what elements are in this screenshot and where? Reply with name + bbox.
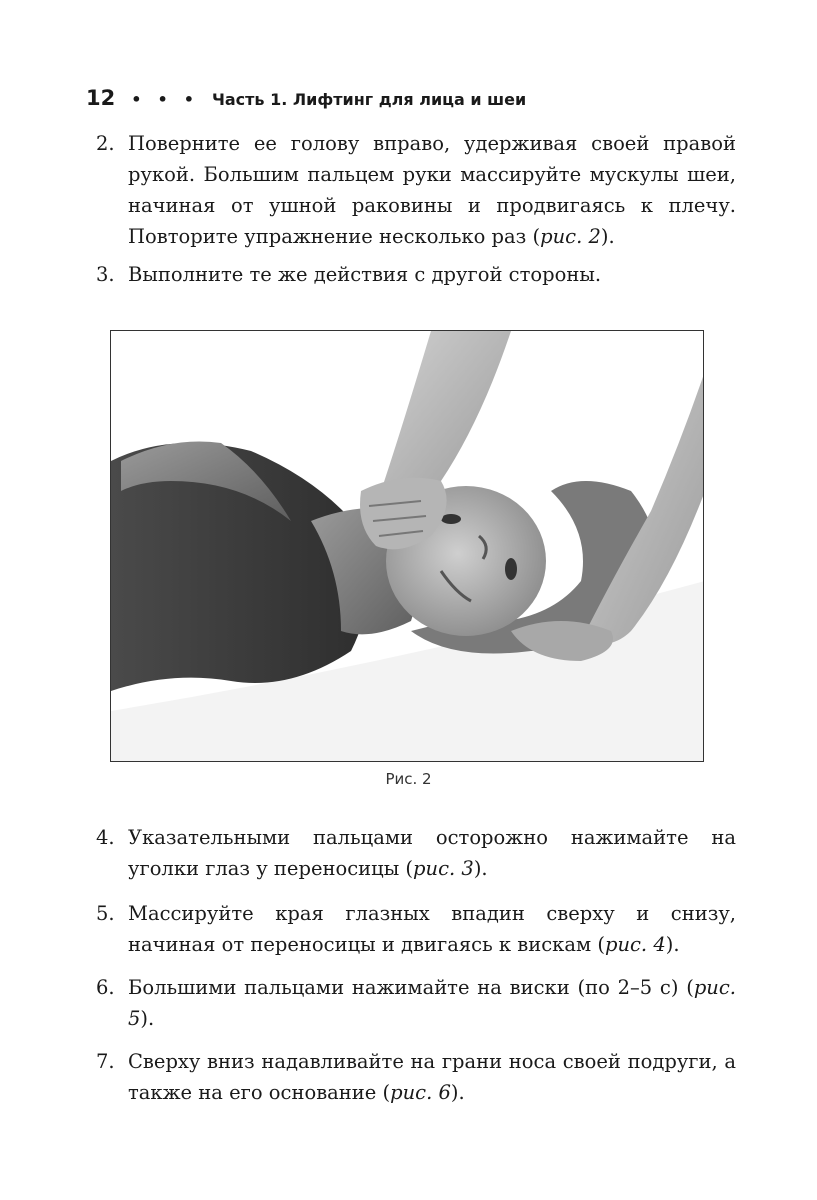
header-bullet: • (131, 90, 142, 109)
figure-caption: Рис. 2 (385, 770, 432, 788)
item-number: 5. (96, 902, 115, 925)
page-number: 12 (86, 86, 116, 110)
massage-photo (111, 331, 704, 762)
header-bullet: • (157, 90, 168, 109)
figure-reference: рис. 2 (540, 225, 601, 248)
item-text: Указательными пальцами осторожно нажимайте на уголки глаз у переносицы (рис. 3). (128, 826, 736, 880)
figure-reference: рис. 6 (390, 1081, 451, 1104)
item-text: Сверху вниз надавливайте на грани носа своей подруги, а также на его основание (рис. 6). (128, 1050, 736, 1104)
photo-figure (110, 330, 704, 762)
item-text: Большими пальцами нажимайте на виски (по 2–5 с) (рис. 5). (128, 976, 736, 1030)
item-number: 3. (96, 263, 115, 286)
figure-reference: рис. 3 (413, 857, 474, 880)
list-item (96, 898, 736, 960)
item-number: 6. (96, 976, 115, 999)
figure-reference: рис. 4 (604, 933, 666, 956)
list-item (96, 1046, 736, 1108)
item-text: Массируйте края глазных впадин сверху и снизу, начиная от переносицы и двигаясь к вискам (рис. 4). (128, 902, 736, 956)
item-number: 2. (96, 132, 115, 155)
running-header (86, 86, 526, 110)
list-item (96, 259, 736, 290)
list-item (96, 128, 736, 252)
chapter-title: Часть 1. Лифтинг для лица и шеи (211, 90, 527, 109)
figure-reference: рис. 5 (128, 976, 736, 1030)
item-number: 7. (96, 1050, 115, 1073)
item-number: 4. (96, 826, 115, 849)
item-text: Выполните те же действия с другой стороны. (128, 263, 602, 286)
list-item (96, 972, 736, 1034)
list-item (96, 822, 736, 884)
header-bullet: • (183, 90, 194, 109)
item-text: Поверните ее голову вправо, удерживая своей правой рукой. Большим пальцем руки массируйте мускулы шеи, начиная от ушной раковины и продвигаясь к плечу. Повторите упражнение несколько раз (рис. 2). (128, 132, 736, 248)
